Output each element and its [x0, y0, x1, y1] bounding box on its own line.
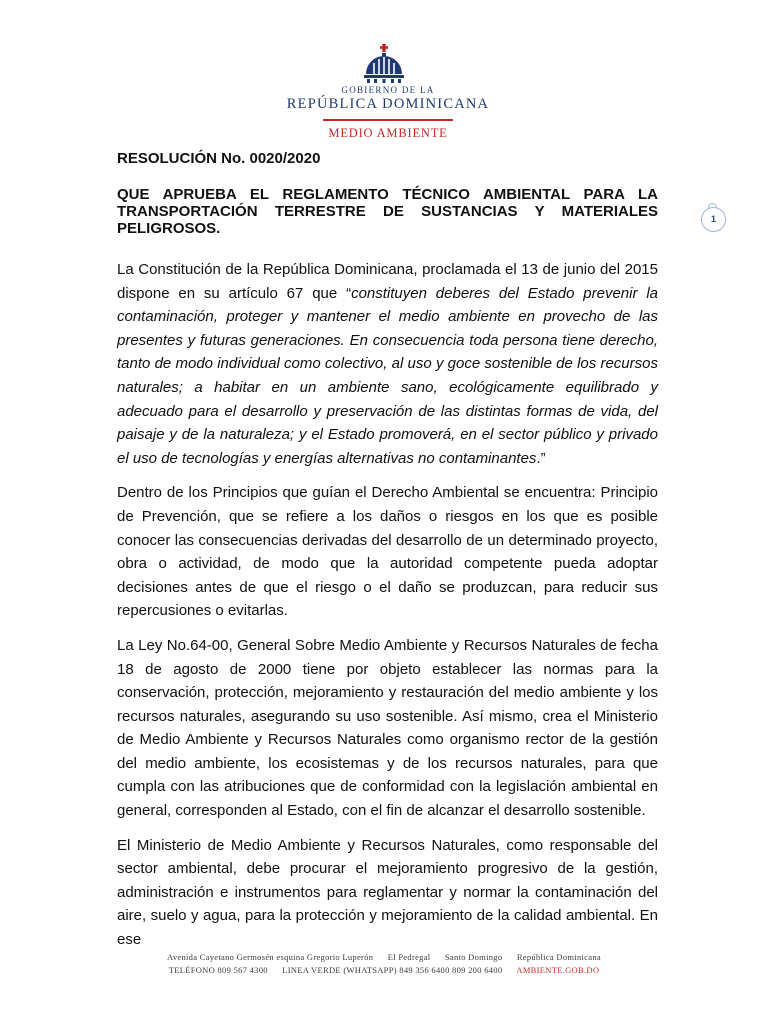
letterhead: [0, 44, 768, 141]
footer-address: Avenida Cayetano Germosén esquina Gregorio Luperón: [167, 952, 374, 962]
paragraph-intro: La Constitución de la República Dominicana, proclamada el 13 de junio del 2015 dispone en su artículo 67 que “: [117, 261, 658, 302]
footer-address-line: [0, 952, 768, 962]
footer-website-link[interactable]: AMBIENTE.GOB.DO: [516, 965, 600, 975]
page-footer: [0, 952, 768, 978]
paragraph-end: .”: [536, 449, 546, 467]
constitution-quote: constituyen deberes del Estado prevenir la contaminación, proteger y mantener el medio ambiente en provecho de las presentes y futuras generaciones. En consecuencia toda persona tiene derecho, tanto de modo individual como colectivo, al uso y goce sostenible de los recursos naturales; a habitar en un ambiente sano, ecológicamente equilibrado y adecuado para el desarrollo y preservación de las distintas formas de vida, del paisaje y de la naturaleza; y el Estado promoverá, en el sector público y privado el uso de tecnologías y energías alternativas no contaminantes: [117, 284, 658, 467]
logo-text-gobierno: GOBIERNO DE LA: [341, 85, 435, 95]
paragraph-ministry-role: El Ministerio de Medio Ambiente y Recursos Naturales, como responsable del sector ambiental, debe procurar el mejoramiento progresivo de la gestión, administración e instrumentos para reglamentar y normar la contaminación del aire, suelo y agua, para la protección y mejoramiento de la calidad ambiental. En ese: [117, 836, 658, 949]
logo-divider: [323, 119, 453, 121]
government-dome-logo: [361, 44, 407, 84]
footer-hotline: LINEA VERDE (WHATSAPP) 849 356 6400 809 200 6400: [282, 965, 503, 975]
footer-sector: El Pedregal: [387, 952, 431, 962]
footer-contact-line: [0, 965, 768, 975]
resolution-number: RESOLUCIÓN No. 0020/2020: [117, 150, 321, 167]
document-body: [117, 150, 658, 952]
resolution-subject: QUE APRUEBA EL REGLAMENTO TÉCNICO AMBIENTAL PARA LA TRANSPORTACIÓN TERRESTRE DE SUSTANCIAS Y MATERIALES PELIGROSOS.: [117, 186, 658, 237]
paragraph-prevention-principle: Dentro de los Principios que guían el Derecho Ambiental se encuentra: Principio de Prevención, que se refiere a los daños o riesgos en los que es posible conocer las consecuencias derivadas del desarrollo de un determinado proyecto, obra o actividad, de modo que la autoridad competente pueda adoptar decisiones antes de que el riesgo o el daño se produzcan, para reducir sus repercusiones o evitarlas.: [117, 484, 658, 620]
footer-phone: TELÉFONO 809 567 4300: [168, 965, 268, 975]
footer-city: Santo Domingo: [444, 952, 503, 962]
footer-country: República Dominicana: [516, 952, 601, 962]
logo-text-republica: REPÚBLICA DOMINICANA: [286, 96, 490, 112]
page-number-badge[interactable]: 1: [701, 207, 726, 232]
paragraph-law-64-00: La Ley No.64-00, General Sobre Medio Ambiente y Recursos Naturales de fecha 18 de agosto de 2000 tiene por objeto establecer las normas para la conservación, protección, mejoramiento y restauración del medio ambiente y los recursos naturales, asegurando su uso sostenible. Así mismo, crea el Ministerio de Medio Ambiente y Recursos Naturales como organismo rector de la gestión del medio ambiente, los ecosistemas y de los recursos naturales, para que cumpla con las atribuciones que de conformidad con la legislación ambiental en general, corresponden al Estado, con el fin de alcanzar el desarrollo sostenible.: [117, 636, 658, 820]
paragraph-constitution: [117, 258, 658, 470]
ministry-name: MEDIO AMBIENTE: [328, 126, 448, 140]
